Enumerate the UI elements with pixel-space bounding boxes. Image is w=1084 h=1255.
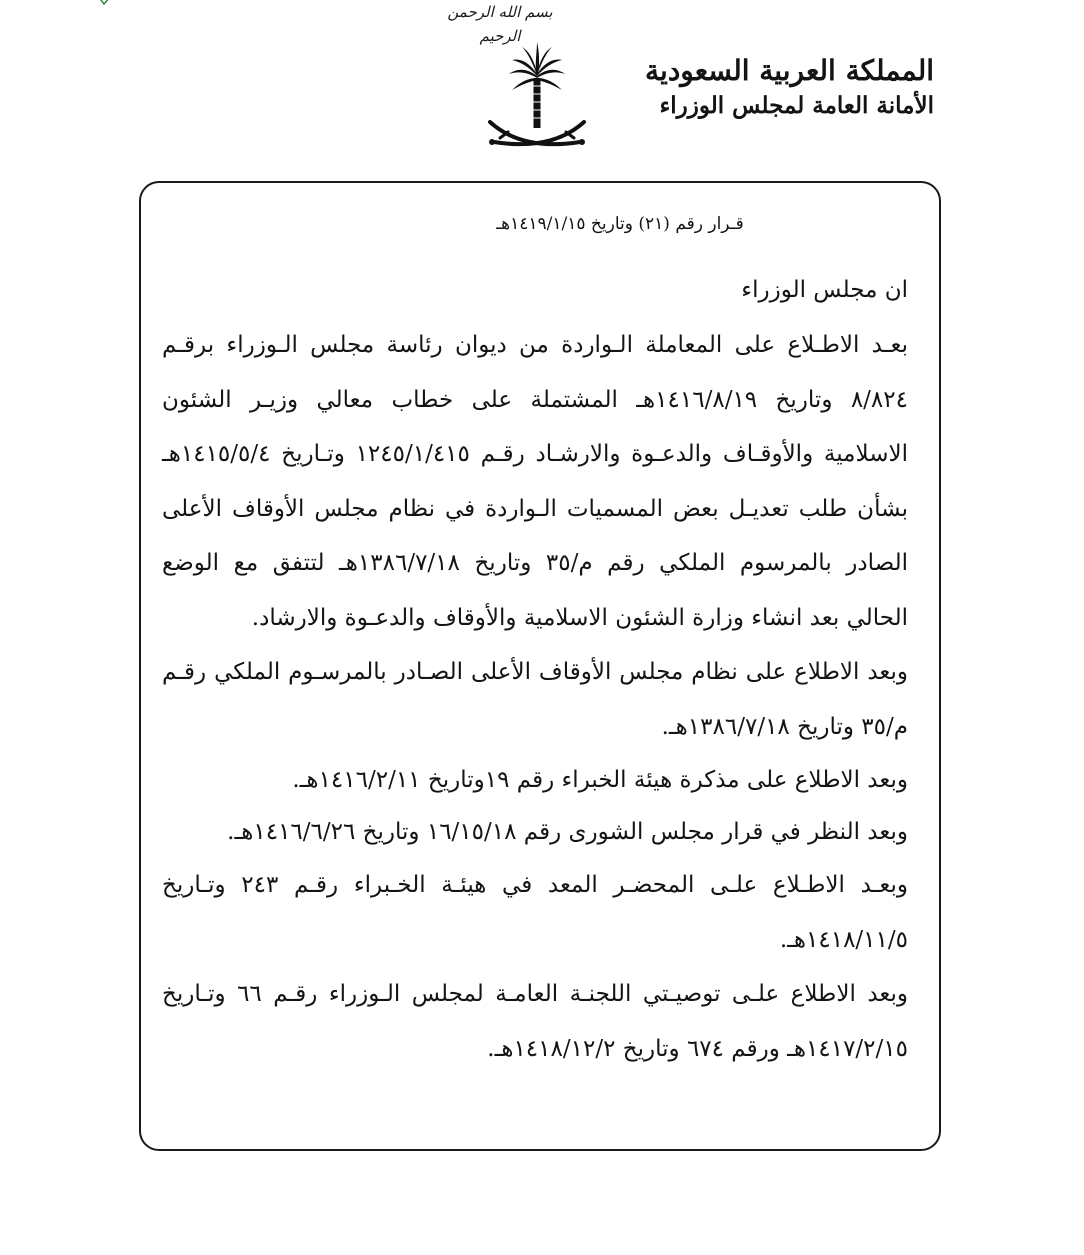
preamble-paragraph: وبعد الاطلاع علـى توصيـتي اللجنـة العامـة لمجلس الـوزراء رقـم ٦٦ وتـاريخ ١٤١٧/٢/١٥هـ ورقم ٦٧٤ وتاريخ ١٤١٨/١٢/٢هـ. (162, 981, 908, 1062)
preamble-paragraph: وبعد الاطلاع على مذكرة هيئة الخبراء رقم ١٩وتاريخ ١٤١٦/٢/١١هـ. (292, 767, 908, 793)
document-body (162, 212, 908, 1076)
letterhead (645, 52, 934, 122)
preamble-paragraph: وبعد الاطلاع على نظام مجلس الأوقاف الأعلى الصـادر بالمرسـوم الملكي رقـم م/٣٥ وتاريخ ١٣٨٦/٧/١٨هـ. (162, 659, 908, 740)
preamble-paragraph: وبعـد الاطـلاع علـى المحضـر المعد في هيئـة الخـبراء رقـم ٢٤٣ وتـاريخ ١٤١٨/١١/٥هـ. (162, 872, 908, 953)
decision-reference: قـرار رقم (٢١) وتاريخ ١٤١٩/١/١٥هـ (496, 214, 744, 234)
preamble-heading: ان مجلس الوزراء (741, 277, 908, 303)
corner-mark-icon (96, 0, 112, 8)
letterhead-country: المملكة العربية السعودية (645, 54, 934, 87)
letterhead-secretariat: الأمانة العامة لمجلس الوزراء (659, 92, 934, 119)
preamble-paragraph: وبعد النظر في قرار مجلس الشورى رقم ١٦/١٥/١٨ وتاريخ ١٤١٦/٦/٢٦هـ. (227, 819, 908, 845)
saudi-emblem-icon (482, 38, 592, 158)
basmala: بسم الله الرحمن الرحيم (447, 3, 553, 45)
preamble-paragraph: بعـد الاطـلاع على المعاملة الـواردة من ديوان رئاسة مجلس الـوزراء برقـم ٨/٨٢٤ وتاريخ ١٤١٦/٨/١٩هـ المشتملة على خطاب معالي وزيـر الشئون الاسلامية والأوقـاف والدعـوة والارشـاد رقـم ١٢٤٥/١/٤١٥ وتـاريخ ١٤١٥/٥/٤هـ بشأن طلب تعديـل بعض المسميات الـواردة في نظام مجلس الأوقاف الأعلى الصادر بالمرسوم الملكي رقم م/٣٥ وتاريخ ١٣٨٦/٧/١٨هـ لتتفق مع الوضع الحالي بعد انشاء وزارة الشئون الاسلامية والأوقاف والدعـوة والارشاد. (162, 332, 908, 631)
